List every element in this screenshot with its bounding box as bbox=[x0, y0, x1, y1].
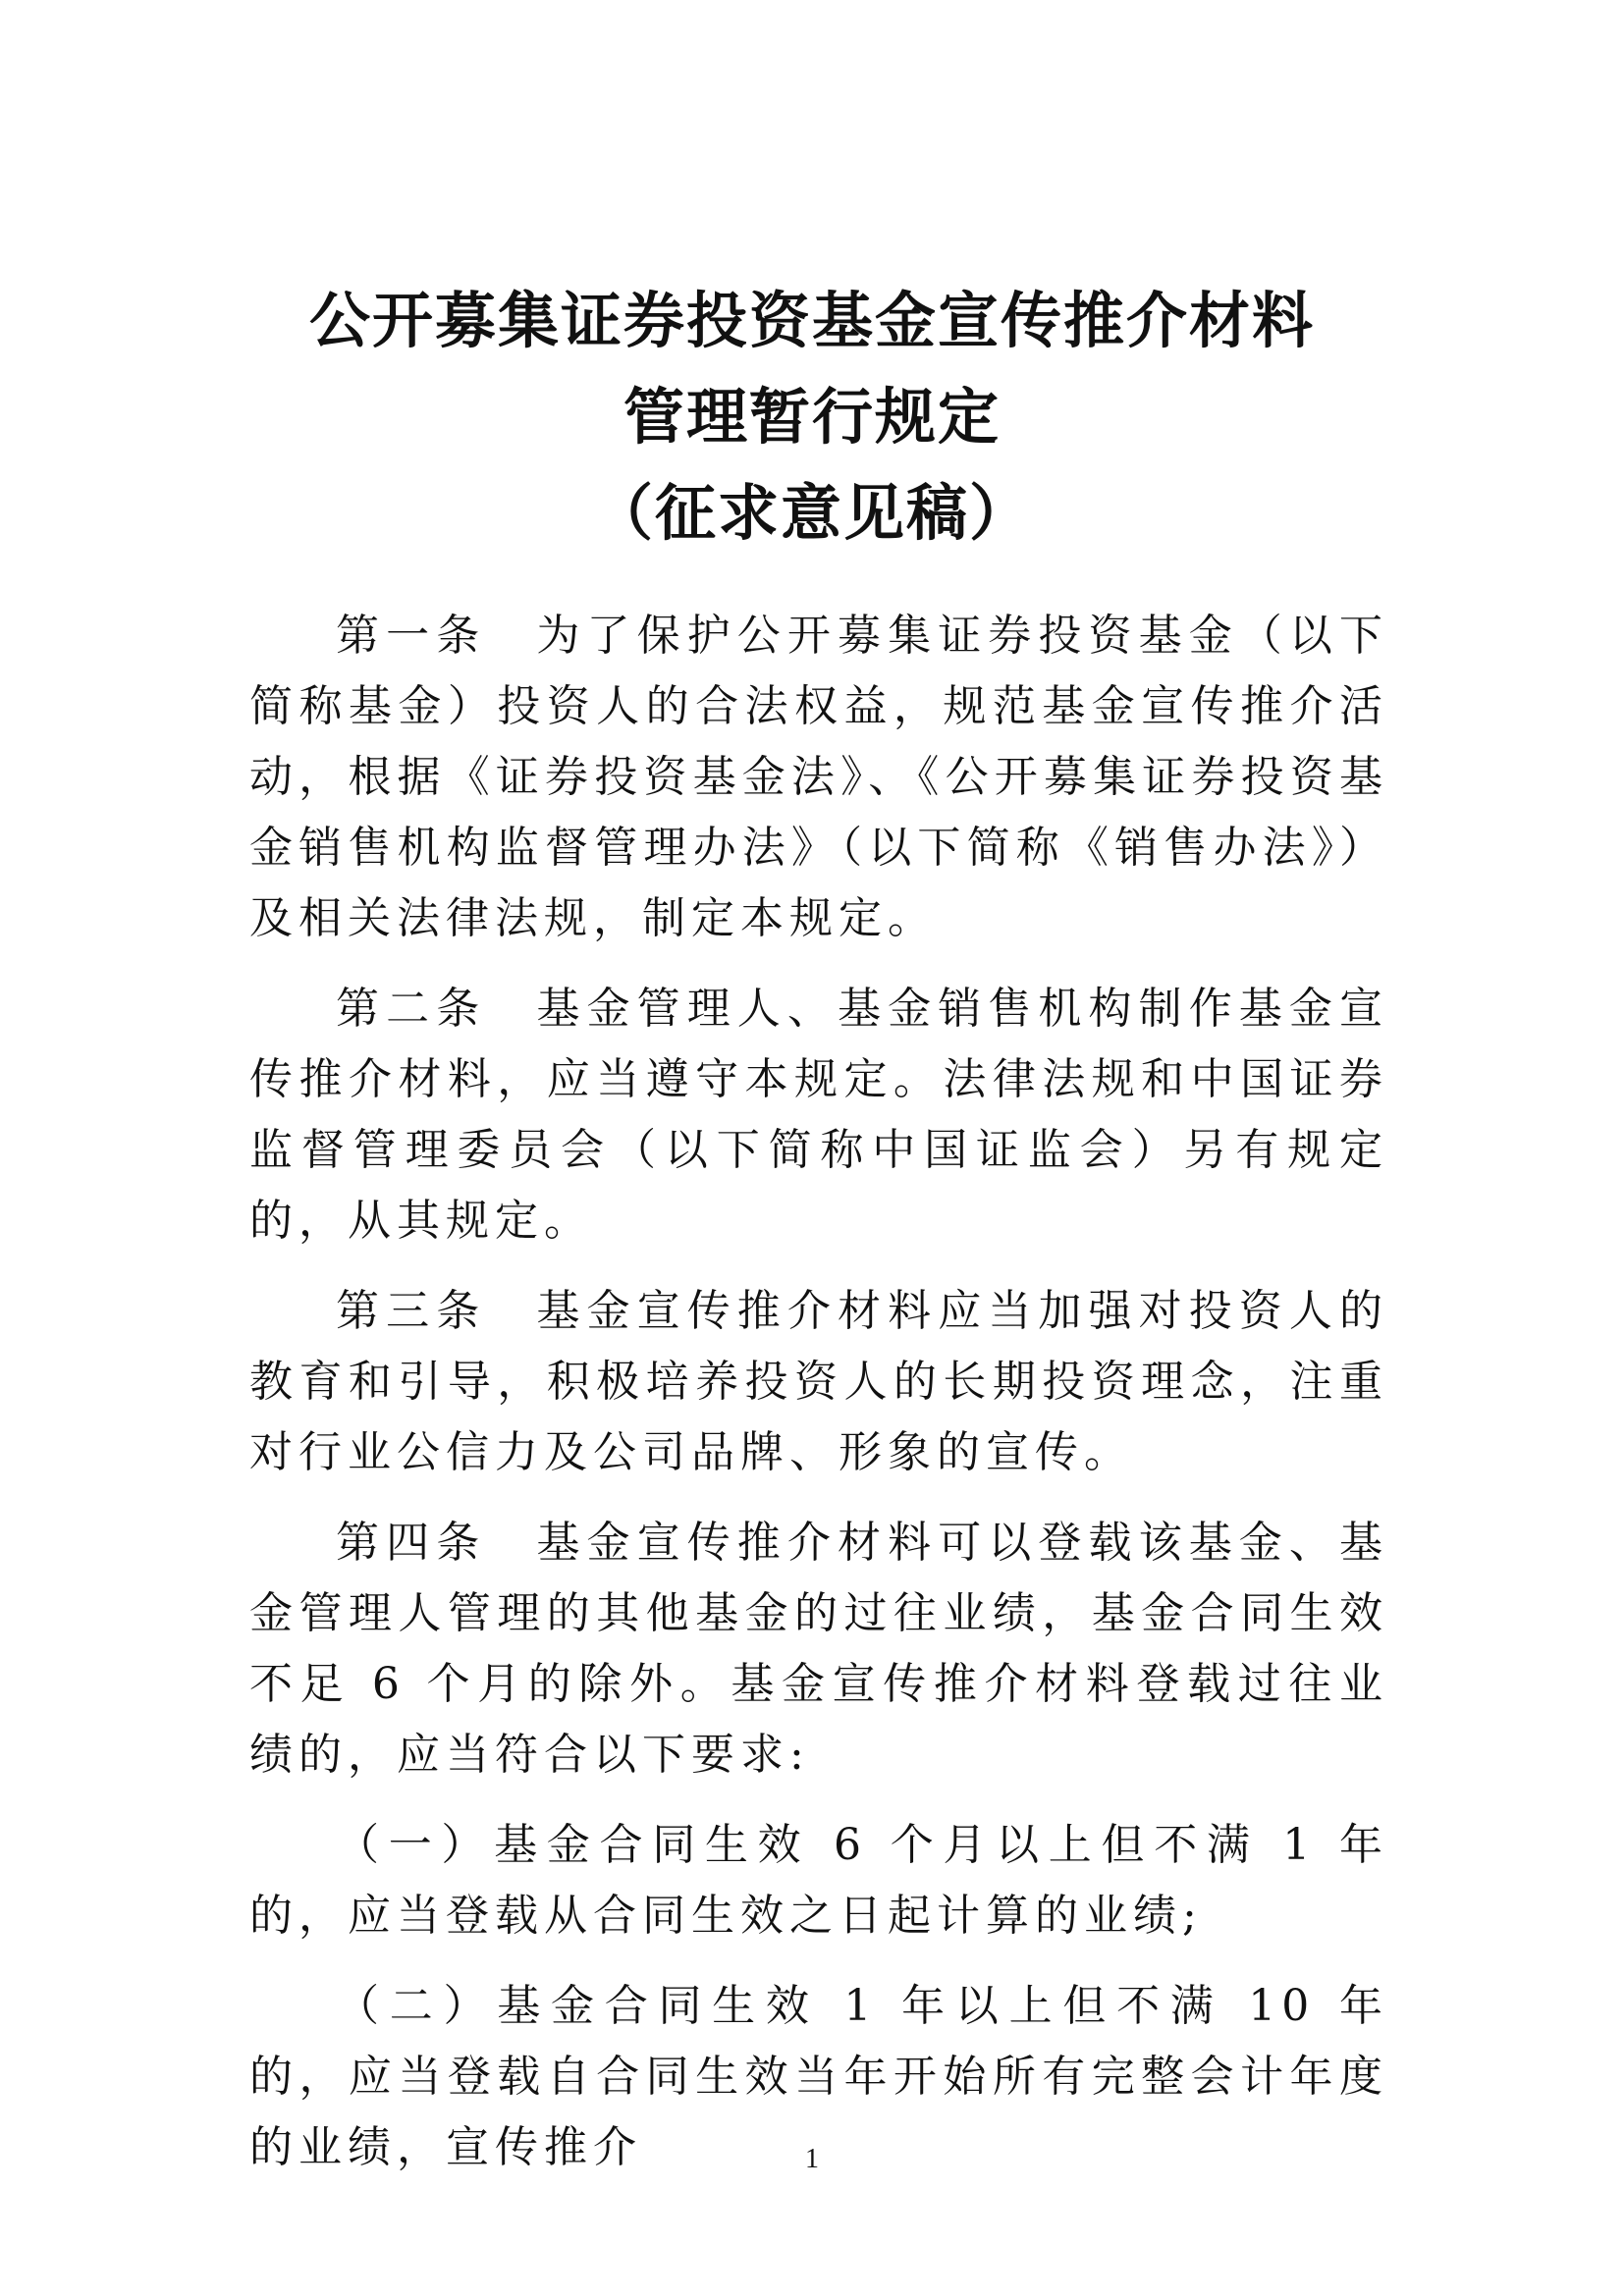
article-1-paragraph: 第一条 为了保护公开募集证券投资基金（以下简称基金）投资人的合法权益，规范基金宣传推介活动，根据《证券投资基金法》、《公开募集证券投资基金销售机构监督管理办法》（以下简称《销售办法》）及相关法律法规，制定本规定。 bbox=[249, 611, 1388, 943]
document-title bbox=[0, 273, 1624, 561]
article-2-paragraph: 第二条 基金管理人、基金销售机构制作基金宣传推介材料，应当遵守本规定。法律法规和中国证券监督管理委员会（以下简称中国证监会）另有规定的，从其规定。 bbox=[249, 984, 1388, 1246]
document-body bbox=[249, 601, 1388, 2183]
article-4-item-2-paragraph: （二）基金合同生效 1 年以上但不满 10 年的，应当登载自合同生效当年开始所有完整会计年度的业绩，宣传推介 bbox=[249, 1981, 1388, 2172]
page-number: 1 bbox=[805, 2144, 819, 2174]
article-4-item-1-paragraph: （一）基金合同生效 6 个月以上但不满 1 年的，应当登载从合同生效之日起计算的业绩; bbox=[249, 1820, 1388, 1941]
article-4-paragraph: 第四条 基金宣传推介材料可以登载该基金、基金管理人管理的其他基金的过往业绩，基金合同生效不足 6 个月的除外。基金宣传推介材料登载过往业绩的，应当符合以下要求: bbox=[249, 1518, 1388, 1780]
article-3-paragraph: 第三条 基金宣传推介材料应当加强对投资人的教育和引导，积极培养投资人的长期投资理念，注重对行业公信力及公司品牌、形象的宣传。 bbox=[249, 1286, 1388, 1477]
title-line-3: （征求意见稿） bbox=[591, 477, 1032, 549]
title-line-2: 管理暂行规定 bbox=[623, 381, 1001, 453]
title-line-1: 公开募集证券投资基金宣传推介材料 bbox=[308, 285, 1315, 356]
